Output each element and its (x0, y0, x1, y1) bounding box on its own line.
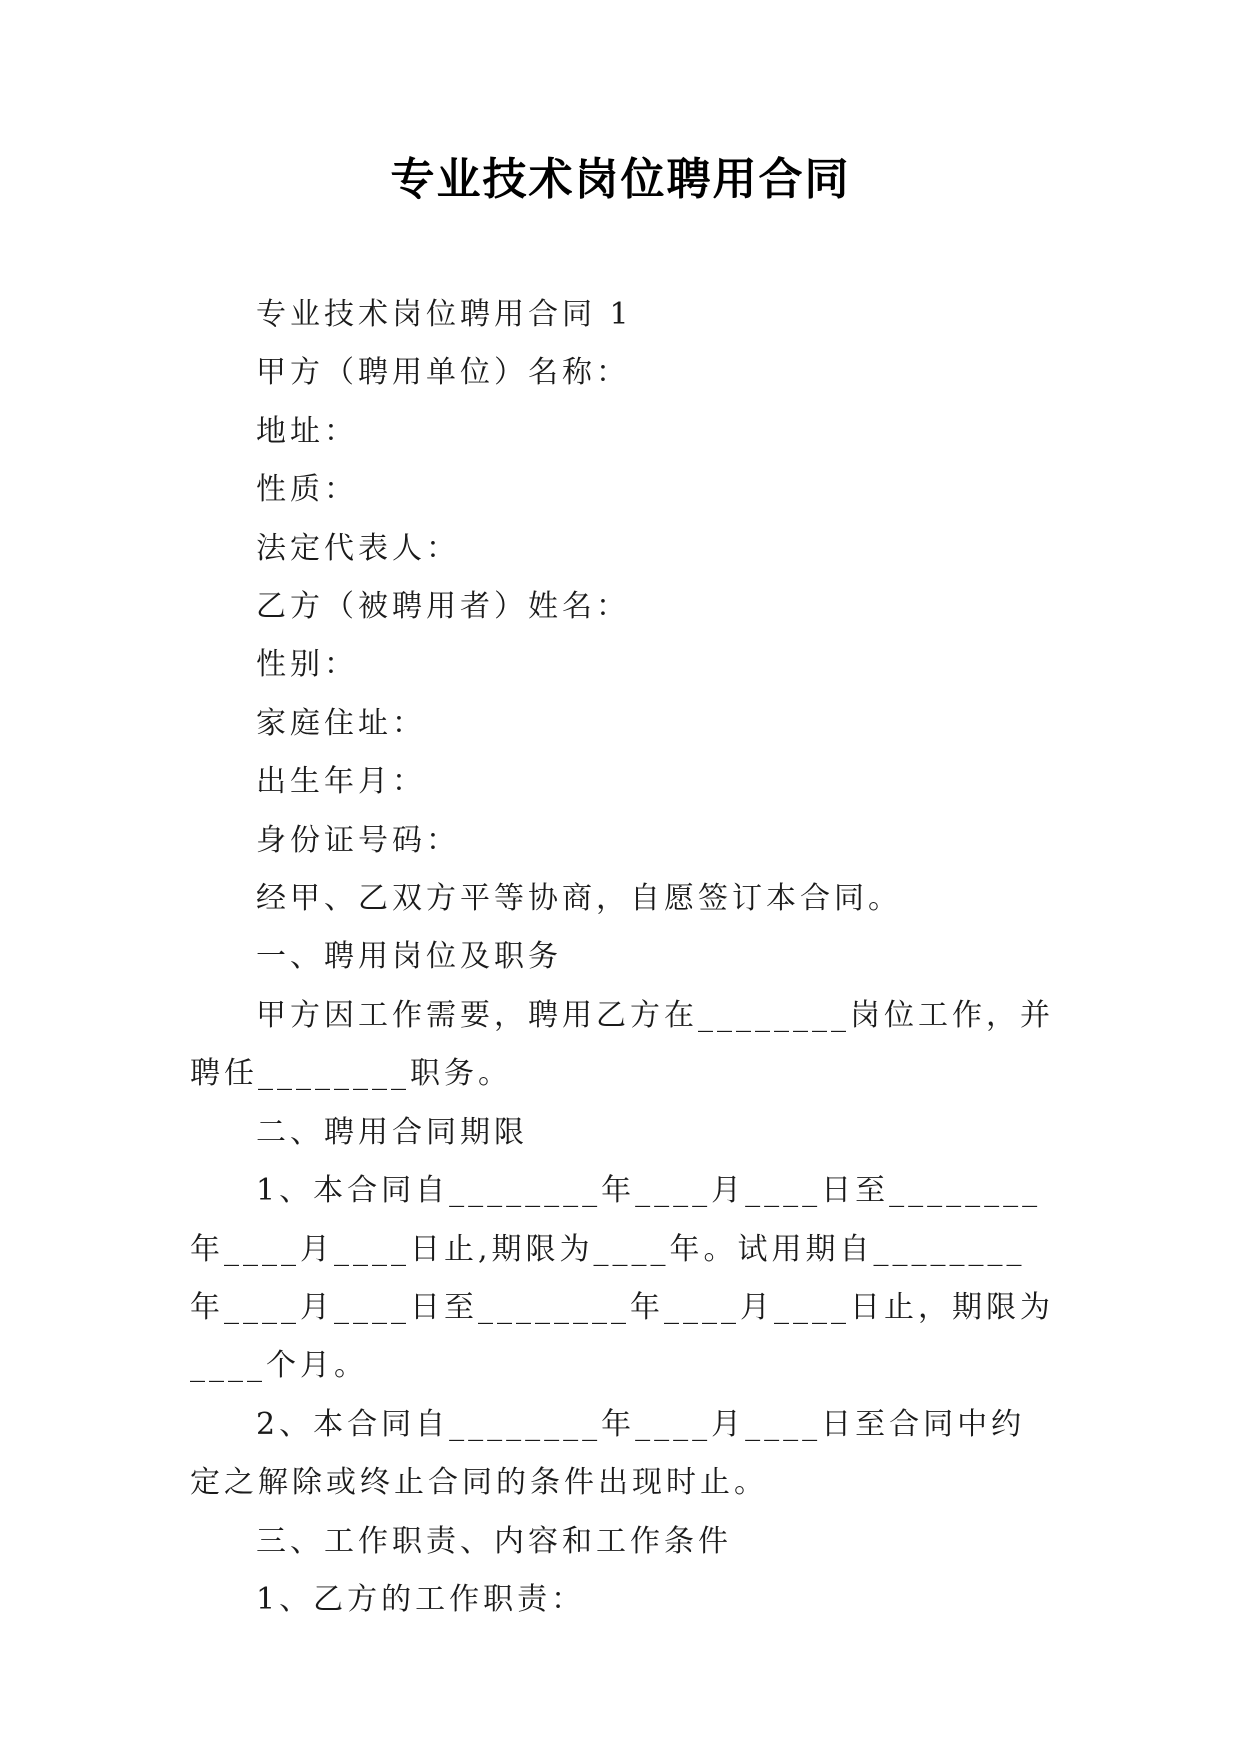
legal-representative-field: 法定代表人： (256, 530, 460, 566)
document-title: 专业技术岗位聘用合同 (390, 154, 851, 205)
duties-clause-1: 1、乙方的工作职责： (256, 1581, 586, 1617)
document-body (190, 286, 1056, 1629)
term-clause-1: 1、本合同自________年____月____日至________年____月____日止,期限为____年。试用期自________年____月____日至________年____月____日止，期限为____个月。 (190, 1173, 1054, 1384)
party-b-name-field: 乙方（被聘用者）姓名： (256, 589, 630, 625)
position-clause: 甲方因工作需要，聘用乙方在________岗位工作，并聘任________职务。 (190, 997, 1054, 1092)
party-a-address-field: 地址： (256, 413, 358, 449)
party-b-birth-date-field: 出生年月： (256, 764, 426, 800)
party-a-nature-field: 性质： (256, 472, 358, 508)
agreement-statement: 经甲、乙双方平等协商，自愿签订本合同。 (256, 881, 902, 917)
party-b-home-address-field: 家庭住址： (256, 705, 426, 741)
section-heading-position: 一、聘用岗位及职务 (256, 939, 562, 975)
party-b-gender-field: 性别： (256, 647, 358, 683)
contract-subtitle: 专业技术岗位聘用合同 1 (256, 297, 633, 332)
section-heading-term: 二、聘用合同期限 (256, 1114, 528, 1150)
party-b-id-number-field: 身份证号码： (256, 822, 460, 858)
section-heading-duties: 三、工作职责、内容和工作条件 (256, 1523, 732, 1559)
term-clause-2: 2、本合同自________年____月____日至合同中约定之解除或终止合同的条件出现时止。 (190, 1406, 1026, 1501)
party-a-name-field: 甲方（聘用单位）名称： (256, 355, 630, 391)
